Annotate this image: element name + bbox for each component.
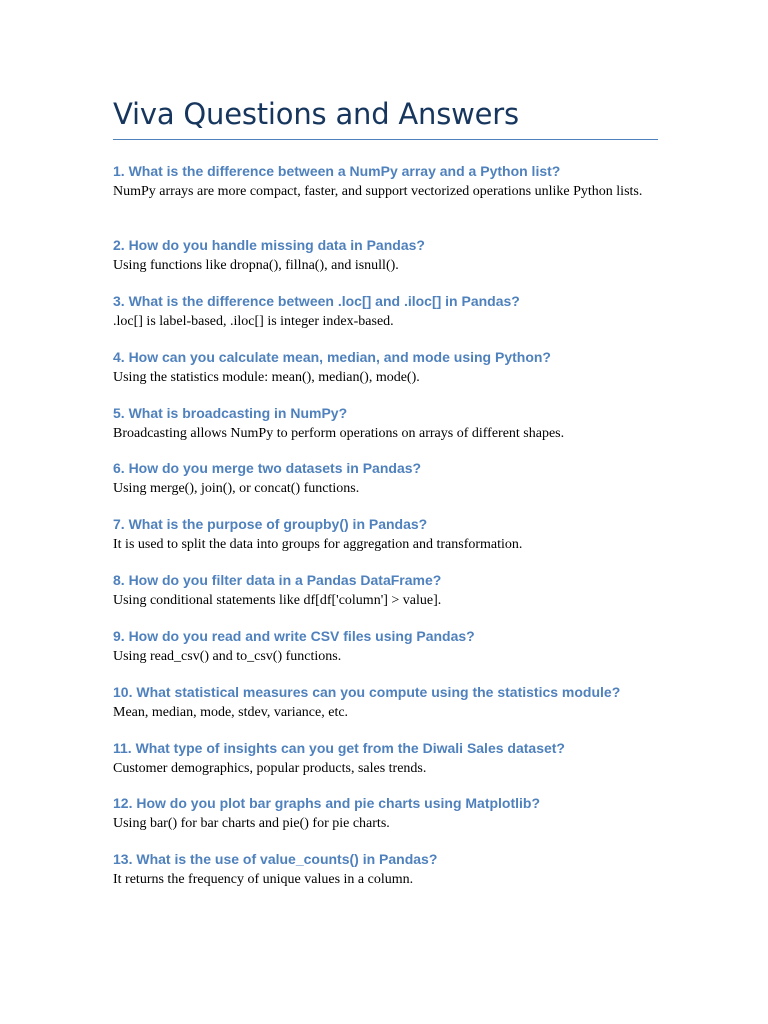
answer-3: .loc[] is label-based, .iloc[] is integer index-based. [113,314,394,329]
qa-item-4 [113,347,658,388]
answer-11: Customer demographics, popular products, sales trends. [113,761,427,776]
title-underline [113,139,658,140]
question-5: 5. What is broadcasting in NumPy? [113,405,348,421]
qa-item-5 [113,403,658,444]
question-3: 3. What is the difference between .loc[] and .iloc[] in Pandas? [113,293,520,309]
qa-item-1 [113,161,658,202]
question-13: 13. What is the use of value_counts() in Pandas? [113,851,438,867]
answer-8: Using conditional statements like df[df['column'] > value]. [113,593,442,608]
question-11: 11. What type of insights can you get from the Diwali Sales dataset? [113,740,565,756]
qa-item-12 [113,793,658,834]
qa-item-2 [113,235,658,276]
question-6: 6. How do you merge two datasets in Pandas? [113,460,422,476]
question-12: 12. How do you plot bar graphs and pie charts using Matplotlib? [113,795,541,811]
qa-item-10 [113,682,658,723]
answer-6: Using merge(), join(), or concat() functions. [113,481,360,496]
answer-1: NumPy arrays are more compact, faster, and support vectorized operations unlike Python lists. [113,184,643,199]
question-2: 2. How do you handle missing data in Pandas? [113,237,425,253]
page-title: Viva Questions and Answers [113,97,519,131]
qa-item-9 [113,626,658,667]
answer-4: Using the statistics module: mean(), median(), mode(). [113,370,420,385]
answer-7: It is used to split the data into groups for aggregation and transformation. [113,537,523,552]
answer-13: It returns the frequency of unique values in a column. [113,872,414,887]
answer-5: Broadcasting allows NumPy to perform operations on arrays of different shapes. [113,426,565,441]
question-1: 1. What is the difference between a NumPy array and a Python list? [113,163,561,179]
answer-12: Using bar() for bar charts and pie() for pie charts. [113,816,390,831]
question-7: 7. What is the purpose of groupby() in Pandas? [113,516,428,532]
answer-2: Using functions like dropna(), fillna(), and isnull(). [113,258,399,273]
qa-item-3 [113,291,658,332]
question-4: 4. How can you calculate mean, median, and mode using Python? [113,349,551,365]
qa-item-11 [113,738,658,779]
answer-10: Mean, median, mode, stdev, variance, etc. [113,705,349,720]
qa-item-13 [113,849,658,890]
answer-9: Using read_csv() and to_csv() functions. [113,649,342,664]
question-10: 10. What statistical measures can you compute using the statistics module? [113,684,621,700]
qa-item-7 [113,514,658,555]
question-8: 8. How do you filter data in a Pandas DataFrame? [113,572,442,588]
question-9: 9. How do you read and write CSV files using Pandas? [113,628,475,644]
qa-item-8 [113,570,658,611]
qa-item-6 [113,458,658,499]
